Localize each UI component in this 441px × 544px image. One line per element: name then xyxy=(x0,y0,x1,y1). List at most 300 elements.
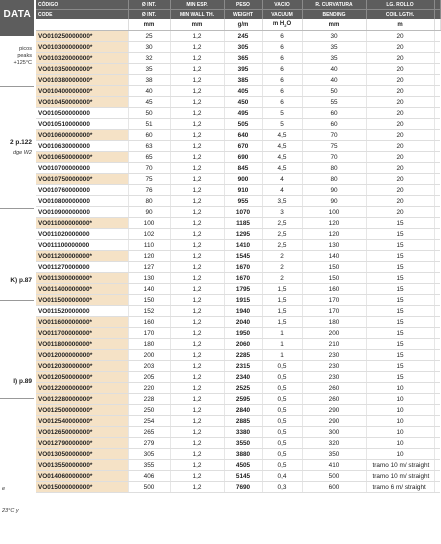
header-row-en xyxy=(36,10,440,20)
cell-coil: 20 xyxy=(366,97,434,108)
cell-vacuum: 0,3 xyxy=(262,482,302,493)
cell-diameter: 90 xyxy=(128,207,170,218)
cell-vacuum: 0,5 xyxy=(262,449,302,460)
cell-edge xyxy=(434,471,440,482)
cell-coil: 15 xyxy=(366,361,434,372)
cell-code: VO011700000000* xyxy=(36,328,128,339)
cell-bending: 200 xyxy=(302,328,366,339)
cell-diameter: 160 xyxy=(128,317,170,328)
cell-vacuum: 5 xyxy=(262,119,302,130)
cell-diameter: 76 xyxy=(128,185,170,196)
cell-edge xyxy=(434,207,440,218)
ref-89: I) p.89 xyxy=(13,378,32,385)
cell-wall: 1,2 xyxy=(170,240,224,251)
cell-coil: 10 xyxy=(366,427,434,438)
cell-edge xyxy=(434,295,440,306)
cell-bending: 410 xyxy=(302,460,366,471)
cell-coil: 15 xyxy=(366,218,434,229)
cell-edge xyxy=(434,460,440,471)
cell-weight: 1670 xyxy=(224,273,262,284)
cell-wall: 1,2 xyxy=(170,64,224,75)
cell-weight: 505 xyxy=(224,119,262,130)
cell-weight: 1545 xyxy=(224,251,262,262)
cell-diameter: 127 xyxy=(128,262,170,273)
cell-bending: 80 xyxy=(302,174,366,185)
cell-code: VO010300000000* xyxy=(36,42,128,53)
cell-bending: 140 xyxy=(302,251,366,262)
cell-weight: 845 xyxy=(224,163,262,174)
cell-wall: 1,2 xyxy=(170,53,224,64)
cell-vacuum: 5 xyxy=(262,108,302,119)
units-row xyxy=(36,19,440,31)
cell-code: VO010630000000 xyxy=(36,141,128,152)
table-row xyxy=(36,438,440,449)
table-row xyxy=(36,372,440,383)
cell-diameter: 203 xyxy=(128,361,170,372)
cell-vacuum: 0,5 xyxy=(262,372,302,383)
cell-code: VO011500000000* xyxy=(36,295,128,306)
col-header-coil: LG. ROLLO xyxy=(366,0,434,10)
table-row xyxy=(36,185,440,196)
cell-bending: 40 xyxy=(302,64,366,75)
table-row xyxy=(36,449,440,460)
cell-bending: 130 xyxy=(302,240,366,251)
cell-code: VO010500000000 xyxy=(36,108,128,119)
cell-coil: 15 xyxy=(366,328,434,339)
cell-wall: 1,2 xyxy=(170,295,224,306)
table-row xyxy=(36,482,440,493)
cell-weight: 365 xyxy=(224,53,262,64)
cell-vacuum: 4,5 xyxy=(262,141,302,152)
cell-diameter: 205 xyxy=(128,372,170,383)
cell-code: VO012030000000* xyxy=(36,361,128,372)
cell-diameter: 80 xyxy=(128,196,170,207)
cell-edge xyxy=(434,438,440,449)
col-header-code: CÓDIGO xyxy=(36,0,128,10)
cell-wall: 1,2 xyxy=(170,449,224,460)
cell-edge xyxy=(434,306,440,317)
col-header-code-en: CODE xyxy=(36,10,128,20)
cell-coil: 15 xyxy=(366,229,434,240)
cell-diameter: 50 xyxy=(128,108,170,119)
cell-vacuum: 0,5 xyxy=(262,394,302,405)
col-header-wall: MIN ESP. xyxy=(170,0,224,10)
cell-wall: 1,2 xyxy=(170,284,224,295)
cell-diameter: 265 xyxy=(128,427,170,438)
cell-wall: 1,2 xyxy=(170,262,224,273)
cell-weight: 305 xyxy=(224,42,262,53)
cell-coil: 15 xyxy=(366,350,434,361)
cell-coil: 15 xyxy=(366,262,434,273)
cell-vacuum: 6 xyxy=(262,64,302,75)
cell-weight: 670 xyxy=(224,141,262,152)
cell-weight: 2595 xyxy=(224,394,262,405)
cell-diameter: 45 xyxy=(128,97,170,108)
cell-diameter: 65 xyxy=(128,152,170,163)
cell-coil: 20 xyxy=(366,185,434,196)
cell-code: VO011020000000 xyxy=(36,229,128,240)
cell-code: VO013550000000* xyxy=(36,460,128,471)
cell-coil: tramo 10 m/ straight xyxy=(366,460,434,471)
cell-diameter: 40 xyxy=(128,86,170,97)
cell-edge xyxy=(434,108,440,119)
unit-code xyxy=(36,19,128,31)
table-body xyxy=(36,31,440,493)
cell-edge xyxy=(434,53,440,64)
ref-122-sub: dge W2 xyxy=(13,150,32,156)
cell-vacuum: 1 xyxy=(262,328,302,339)
cell-bending: 290 xyxy=(302,416,366,427)
cell-vacuum: 1 xyxy=(262,350,302,361)
cell-wall: 1,2 xyxy=(170,185,224,196)
col-header-diameter-en: Ø INT. xyxy=(128,10,170,20)
cell-weight: 910 xyxy=(224,185,262,196)
cell-bending: 75 xyxy=(302,141,366,152)
cell-bending: 50 xyxy=(302,86,366,97)
cell-diameter: 110 xyxy=(128,240,170,251)
cell-coil: 10 xyxy=(366,383,434,394)
table-row xyxy=(36,284,440,295)
cell-vacuum: 2,5 xyxy=(262,218,302,229)
cell-bending: 70 xyxy=(302,130,366,141)
cell-vacuum: 4,5 xyxy=(262,152,302,163)
cell-bending: 30 xyxy=(302,31,366,42)
cell-code: VO010450000000* xyxy=(36,97,128,108)
cell-diameter: 170 xyxy=(128,328,170,339)
col-header-bending: R. CURVATURA xyxy=(302,0,366,10)
cell-vacuum: 1,5 xyxy=(262,317,302,328)
cell-weight: 640 xyxy=(224,130,262,141)
cell-code: VO010250000000* xyxy=(36,31,128,42)
cell-code: VO011100000000 xyxy=(36,240,128,251)
cell-edge xyxy=(434,86,440,97)
cell-diameter: 32 xyxy=(128,53,170,64)
cell-edge xyxy=(434,42,440,53)
cell-wall: 1,2 xyxy=(170,427,224,438)
table-row xyxy=(36,317,440,328)
cell-bending: 60 xyxy=(302,108,366,119)
cell-bending: 170 xyxy=(302,306,366,317)
cell-wall: 1,2 xyxy=(170,471,224,482)
cell-coil: 20 xyxy=(366,31,434,42)
cell-vacuum: 2 xyxy=(262,251,302,262)
cell-coil: 15 xyxy=(366,317,434,328)
cell-diameter: 250 xyxy=(128,405,170,416)
cell-coil: 15 xyxy=(366,273,434,284)
cell-weight: 450 xyxy=(224,97,262,108)
data-header-block xyxy=(0,0,34,36)
cell-bending: 500 xyxy=(302,471,366,482)
cell-wall: 1,2 xyxy=(170,383,224,394)
cell-weight: 2285 xyxy=(224,350,262,361)
ref-122: 2 p.122 xyxy=(9,139,32,146)
cell-coil: 20 xyxy=(366,42,434,53)
cell-code: VO012540000000* xyxy=(36,416,128,427)
cell-code: VO010800000000 xyxy=(36,196,128,207)
unit-weight: g/m xyxy=(224,19,262,31)
cell-code: VO012280000000* xyxy=(36,394,128,405)
cell-weight: 1915 xyxy=(224,295,262,306)
cell-weight: 385 xyxy=(224,75,262,86)
cell-wall: 1,2 xyxy=(170,416,224,427)
table-row xyxy=(36,273,440,284)
cell-vacuum: 6 xyxy=(262,53,302,64)
cell-coil: 20 xyxy=(366,108,434,119)
cell-bending: 55 xyxy=(302,97,366,108)
cell-coil: 20 xyxy=(366,119,434,130)
table-row xyxy=(36,427,440,438)
cell-weight: 3380 xyxy=(224,427,262,438)
cell-bending: 180 xyxy=(302,317,366,328)
cell-edge xyxy=(434,31,440,42)
cell-bending: 120 xyxy=(302,218,366,229)
cell-code: VO010510000000 xyxy=(36,119,128,130)
cell-diameter: 102 xyxy=(128,229,170,240)
data-label: DATA xyxy=(3,9,31,20)
cell-weight: 2840 xyxy=(224,405,262,416)
cell-diameter: 63 xyxy=(128,141,170,152)
cell-edge xyxy=(434,64,440,75)
cell-code: VO010900000000 xyxy=(36,207,128,218)
cell-bending: 150 xyxy=(302,273,366,284)
cell-vacuum: 4,5 xyxy=(262,130,302,141)
cell-vacuum: 0,5 xyxy=(262,438,302,449)
unit-wall: mm xyxy=(170,19,224,31)
cell-weight: 7690 xyxy=(224,482,262,493)
cell-coil: 20 xyxy=(366,141,434,152)
cell-bending: 90 xyxy=(302,196,366,207)
cell-bending: 120 xyxy=(302,229,366,240)
unit-edge xyxy=(434,19,440,31)
table-row xyxy=(36,174,440,185)
cell-code: VO010380000000* xyxy=(36,75,128,86)
cell-bending: 350 xyxy=(302,449,366,460)
cell-weight: 1670 xyxy=(224,262,262,273)
header-row-es xyxy=(36,0,440,10)
table-row xyxy=(36,152,440,163)
cell-vacuum: 1,5 xyxy=(262,295,302,306)
divider xyxy=(0,398,34,399)
temp-text: +125°C xyxy=(13,60,32,66)
table-row xyxy=(36,42,440,53)
table-row xyxy=(36,31,440,42)
cell-edge xyxy=(434,97,440,108)
cell-bending: 230 xyxy=(302,361,366,372)
cell-diameter: 406 xyxy=(128,471,170,482)
cell-edge xyxy=(434,383,440,394)
cell-code: VO010350000000* xyxy=(36,64,128,75)
cell-coil: 20 xyxy=(366,75,434,86)
cell-diameter: 254 xyxy=(128,416,170,427)
cell-vacuum: 0,5 xyxy=(262,427,302,438)
cell-code: VO011400000000* xyxy=(36,284,128,295)
col-header-edge xyxy=(434,0,440,10)
cell-wall: 1,2 xyxy=(170,174,224,185)
cell-vacuum: 0,5 xyxy=(262,460,302,471)
cell-vacuum: 1 xyxy=(262,339,302,350)
cell-edge xyxy=(434,361,440,372)
cell-code: VO011520000000 xyxy=(36,306,128,317)
cell-wall: 1,2 xyxy=(170,75,224,86)
col-header-vacuum-en: VACUUM xyxy=(262,10,302,20)
table-row xyxy=(36,163,440,174)
cell-code: VO011800000000* xyxy=(36,339,128,350)
cell-vacuum: 2,5 xyxy=(262,229,302,240)
table-row xyxy=(36,240,440,251)
cell-coil: 10 xyxy=(366,416,434,427)
unit-vacuum: m $H_2O$ xyxy=(262,19,302,31)
cell-weight: 2060 xyxy=(224,339,262,350)
cell-coil: 10 xyxy=(366,449,434,460)
cell-wall: 1,2 xyxy=(170,251,224,262)
col-header-weight-en: WEIGHT xyxy=(224,10,262,20)
cell-weight: 2525 xyxy=(224,383,262,394)
divider xyxy=(0,300,34,301)
cell-bending: 260 xyxy=(302,394,366,405)
cell-weight: 1185 xyxy=(224,218,262,229)
cell-weight: 395 xyxy=(224,64,262,75)
table-row xyxy=(36,361,440,372)
cell-coil: 20 xyxy=(366,86,434,97)
cell-edge xyxy=(434,416,440,427)
cell-weight: 245 xyxy=(224,31,262,42)
note-e: e xyxy=(2,486,6,492)
product-table xyxy=(36,0,441,493)
cell-weight: 1795 xyxy=(224,284,262,295)
cell-code: VO011600000000* xyxy=(36,317,128,328)
cell-wall: 1,2 xyxy=(170,207,224,218)
cell-edge xyxy=(434,75,440,86)
cell-bending: 230 xyxy=(302,350,366,361)
cell-weight: 2040 xyxy=(224,317,262,328)
cell-wall: 1,2 xyxy=(170,350,224,361)
cell-bending: 70 xyxy=(302,152,366,163)
cell-bending: 150 xyxy=(302,262,366,273)
cell-wall: 1,2 xyxy=(170,130,224,141)
cell-vacuum: 4 xyxy=(262,174,302,185)
cell-edge xyxy=(434,273,440,284)
cell-diameter: 355 xyxy=(128,460,170,471)
cell-coil: 20 xyxy=(366,207,434,218)
table-row xyxy=(36,328,440,339)
table-row xyxy=(36,64,440,75)
cell-code: VO011200000000* xyxy=(36,251,128,262)
cell-bending: 80 xyxy=(302,163,366,174)
cell-wall: 1,2 xyxy=(170,196,224,207)
cell-bending: 40 xyxy=(302,75,366,86)
cell-coil: 10 xyxy=(366,438,434,449)
unit-diameter: mm xyxy=(128,19,170,31)
cell-edge xyxy=(434,229,440,240)
cell-weight: 1410 xyxy=(224,240,262,251)
cell-vacuum: 0,4 xyxy=(262,471,302,482)
cell-edge xyxy=(434,350,440,361)
cell-edge xyxy=(434,339,440,350)
cell-edge xyxy=(434,482,440,493)
cell-diameter: 150 xyxy=(128,295,170,306)
cell-weight: 4505 xyxy=(224,460,262,471)
cell-vacuum: 2 xyxy=(262,273,302,284)
cell-code: VO011000000000* xyxy=(36,218,128,229)
col-header-diameter: Ø INT. xyxy=(128,0,170,10)
cell-vacuum: 6 xyxy=(262,97,302,108)
cell-coil: 15 xyxy=(366,339,434,350)
cell-code: VO011270000000 xyxy=(36,262,128,273)
table-row xyxy=(36,405,440,416)
cell-edge xyxy=(434,328,440,339)
table-row xyxy=(36,295,440,306)
cell-code: VO012790000000* xyxy=(36,438,128,449)
cell-coil: 20 xyxy=(366,53,434,64)
cell-weight: 900 xyxy=(224,174,262,185)
table-row xyxy=(36,350,440,361)
cell-bending: 100 xyxy=(302,207,366,218)
cell-code: VO010650000000* xyxy=(36,152,128,163)
cell-bending: 230 xyxy=(302,372,366,383)
cell-wall: 1,2 xyxy=(170,405,224,416)
cell-code: VO012200000000* xyxy=(36,383,128,394)
cell-diameter: 70 xyxy=(128,163,170,174)
cell-diameter: 305 xyxy=(128,449,170,460)
cell-weight: 2340 xyxy=(224,372,262,383)
cell-wall: 1,2 xyxy=(170,97,224,108)
cell-wall: 1,2 xyxy=(170,438,224,449)
cell-bending: 300 xyxy=(302,427,366,438)
cell-code: VO010700000000 xyxy=(36,163,128,174)
cell-coil: tramo 10 m/ straight xyxy=(366,471,434,482)
divider xyxy=(0,208,34,209)
cell-coil: 15 xyxy=(366,295,434,306)
cell-wall: 1,2 xyxy=(170,86,224,97)
cell-coil: tramo 6 m/ straight xyxy=(366,482,434,493)
cell-coil: 20 xyxy=(366,163,434,174)
cell-edge xyxy=(434,284,440,295)
table-row xyxy=(36,53,440,64)
cell-edge xyxy=(434,119,440,130)
col-header-edge-en xyxy=(434,10,440,20)
cell-edge xyxy=(434,174,440,185)
cell-edge xyxy=(434,152,440,163)
col-header-coil-en: COIL LGTH. xyxy=(366,10,434,20)
cell-vacuum: 1,5 xyxy=(262,306,302,317)
cell-vacuum: 6 xyxy=(262,75,302,86)
cell-wall: 1,2 xyxy=(170,31,224,42)
cell-edge xyxy=(434,405,440,416)
table-row xyxy=(36,460,440,471)
cell-coil: 10 xyxy=(366,394,434,405)
cell-coil: 15 xyxy=(366,372,434,383)
cell-weight: 2315 xyxy=(224,361,262,372)
cell-edge xyxy=(434,185,440,196)
cell-vacuum: 1,5 xyxy=(262,284,302,295)
cell-vacuum: 4,5 xyxy=(262,163,302,174)
cell-edge xyxy=(434,251,440,262)
cell-diameter: 75 xyxy=(128,174,170,185)
cell-coil: 15 xyxy=(366,240,434,251)
cell-weight: 5145 xyxy=(224,471,262,482)
cell-vacuum: 6 xyxy=(262,86,302,97)
cell-wall: 1,2 xyxy=(170,108,224,119)
col-header-weight: PESO xyxy=(224,0,262,10)
cell-diameter: 38 xyxy=(128,75,170,86)
unit-coil: m xyxy=(366,19,434,31)
cell-vacuum: 3,5 xyxy=(262,196,302,207)
cell-wall: 1,2 xyxy=(170,141,224,152)
cell-coil: 15 xyxy=(366,251,434,262)
cell-edge xyxy=(434,141,440,152)
cell-wall: 1,2 xyxy=(170,460,224,471)
cell-bending: 170 xyxy=(302,295,366,306)
